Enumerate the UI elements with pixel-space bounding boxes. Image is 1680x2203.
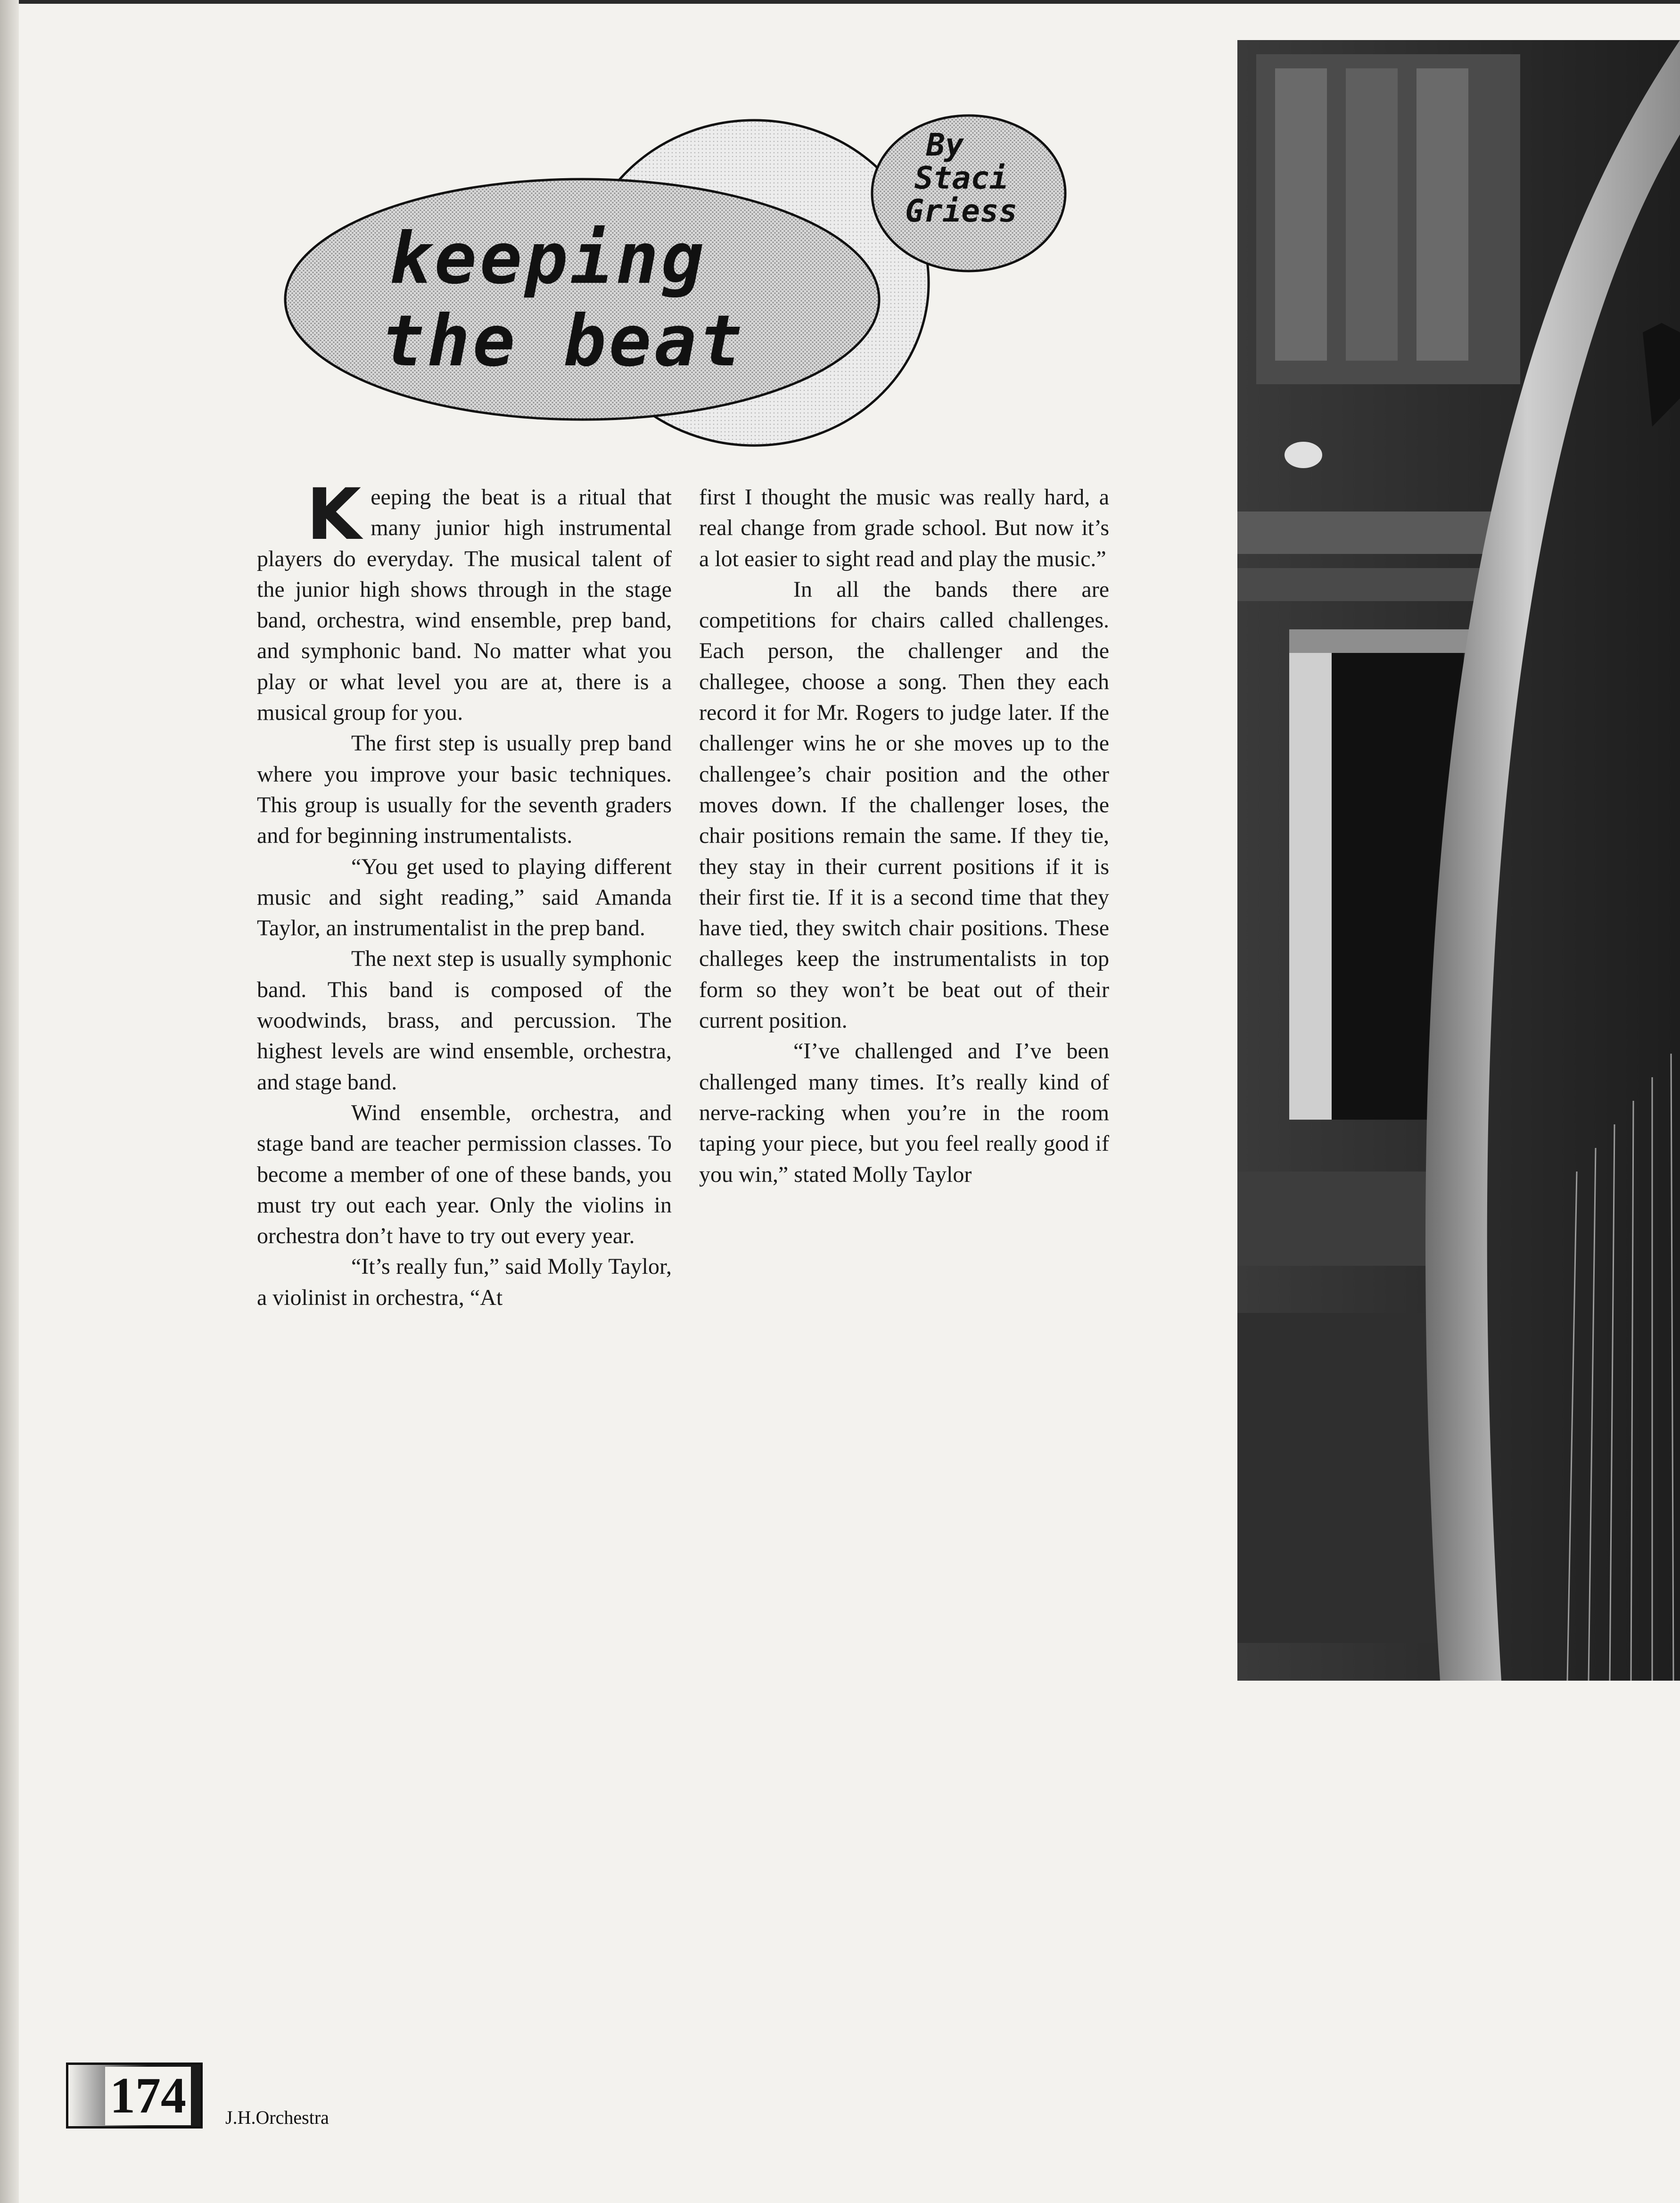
article-column-1 xyxy=(257,474,672,1313)
page-top-border xyxy=(0,0,1680,4)
headline-graphic xyxy=(278,94,1079,462)
article-paragraph: In all the bands there are competitions for chairs called challenges. Each person, the challenger and the challegee, choose a song. Then they each record it for Mr. Rogers to judge later. If the challenger wins he or she moves up to the challengee’s chair position and the other moves down. If the challenger loses, the chair positions remain the same. If they tie, they stay in their current positions if it is their first tie. If it is a second time that they have tied, they switch chair positions. These challeges keep the instrumentalists in top form so they won’t be beat out of their current position. xyxy=(699,577,1109,1033)
byline-line1: By xyxy=(926,127,964,163)
article-paragraph: The first step is usually prep band where you improve your basic techniques. This group is usually for the seventh graders and for beginning instrumentalists. xyxy=(257,731,672,849)
article-column-2 xyxy=(699,482,1109,1190)
article-paragraph: “It’s really fun,” said Molly Taylor, a violinist in orchestra, “At xyxy=(257,1254,672,1310)
page-number-box xyxy=(66,2063,203,2129)
headline-title-line1: keeping xyxy=(389,218,707,300)
section-label: J.H.Orchestra xyxy=(225,2107,329,2128)
article-paragraph: first I thought the music was really hard, a real change from grade school. But now it’s a lot easier to sight read and play the music.” xyxy=(699,485,1109,571)
article-paragraph: The next step is usually symphonic band. This band is composed of the woodwinds, brass, and percussion. The highest levels are wind ensemble, orchestra, and stage band. xyxy=(257,946,672,1095)
drop-cap: K xyxy=(306,474,362,556)
harp-photo xyxy=(1237,40,1680,1681)
article-paragraph: “I’ve challenged and I’ve been challenged many times. It’s really kind of nerve-racking when you’re in the room taping your piece, but you feel really good if you win,” stated Molly Taylor xyxy=(699,1039,1109,1187)
paragraph-text: eeping the beat is a ritual that many junior high instrumental players do everyday. The musical talent of the junior high shows through in the stage band, orchestra, wind ensemble, prep band, and symphonic band. No matter what you play or what level you are at, there is a musical group for you. xyxy=(257,485,672,726)
byline-line3: Griess xyxy=(905,193,1018,229)
page-binding-edge xyxy=(0,0,19,2203)
article-paragraph: “You get used to playing different music and sight reading,” said Amanda Taylor, an instrumentalist in the prep band. xyxy=(257,854,672,941)
headline-title-line2: the beat xyxy=(382,300,745,382)
article-paragraph: Wind ensemble, orchestra, and stage band are teacher permission classes. To become a member of one of these bands, you must try out each year. Only the violins in orchestra don’t have to try out every year. xyxy=(257,1100,672,1249)
article-paragraph xyxy=(257,474,672,728)
byline-line2: Staci xyxy=(914,160,1008,196)
page-number: 174 xyxy=(105,2067,191,2125)
